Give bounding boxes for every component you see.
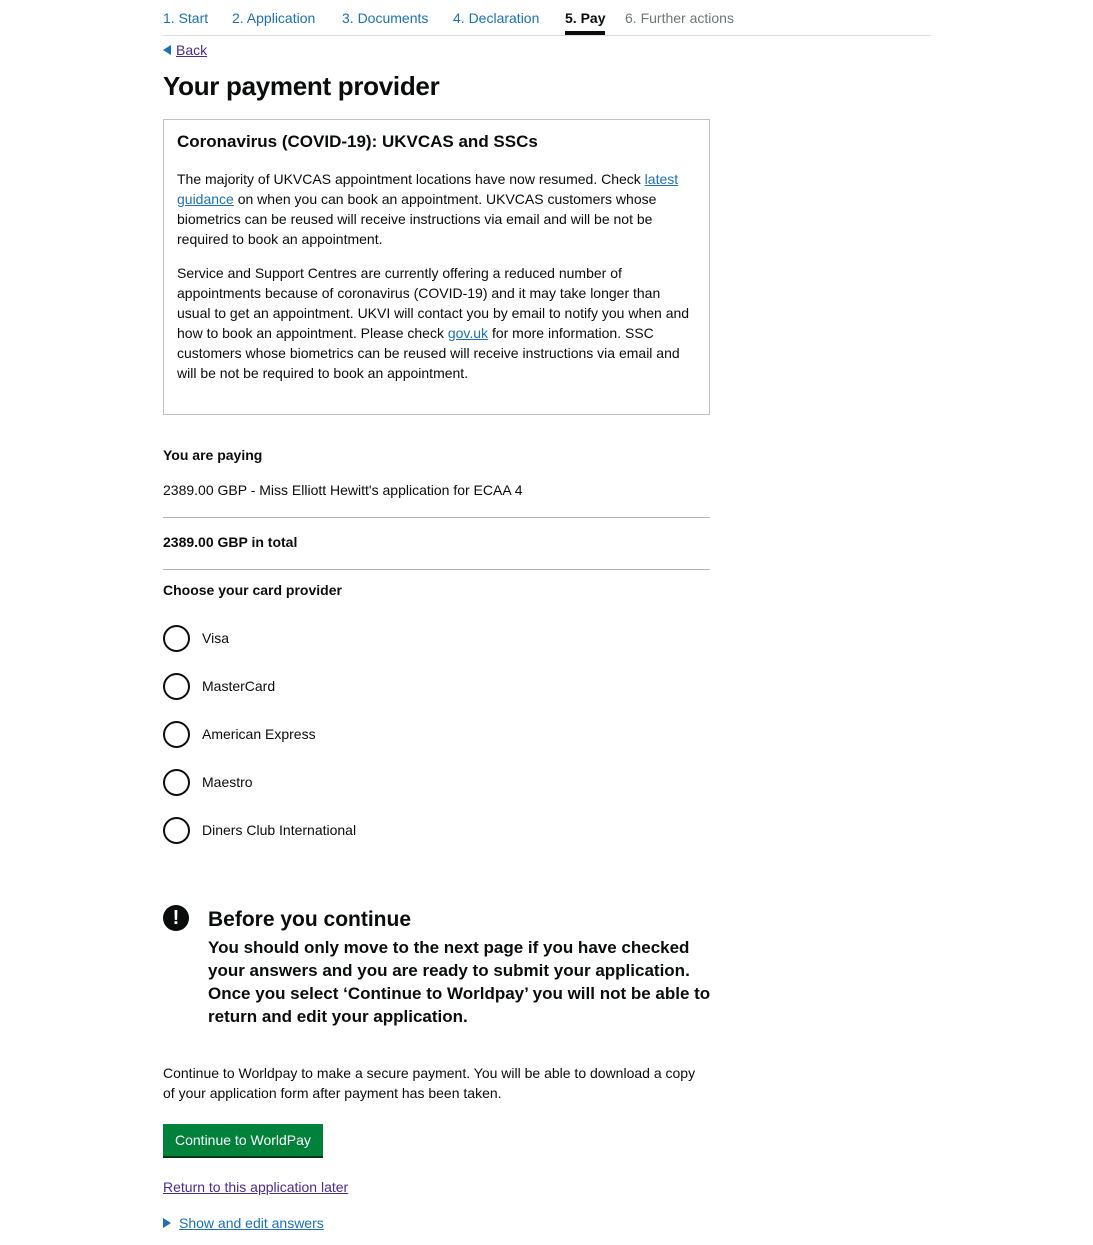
- step-application[interactable]: 2. Application: [232, 10, 316, 26]
- radio-label: Maestro: [202, 774, 253, 790]
- radio-label: Diners Club International: [202, 822, 357, 838]
- warning-icon: !: [163, 905, 189, 931]
- back-arrow-icon: [163, 45, 171, 55]
- payment-total: 2389.00 GBP in total: [163, 534, 298, 550]
- step-pay: 5. Pay: [565, 10, 605, 34]
- show-edit-label: Show and edit answers: [179, 1215, 324, 1231]
- radio-circle[interactable]: [163, 673, 190, 700]
- notice-paragraph-1: The majority of UKVCAS appointment locations have now resumed. Check latest guidance on when you can book an appointment. UKVCAS customers whose biometrics can be reused will receive instructions via email and will be not be required to book an appointment.: [177, 171, 679, 247]
- payment-line-item: 2389.00 GBP - Miss Elliott Hewitt's application for ECAA 4: [163, 482, 523, 498]
- expand-triangle-icon: [163, 1218, 171, 1228]
- back-label: Back: [176, 42, 208, 58]
- gov-uk-link[interactable]: gov.uk: [447, 325, 489, 341]
- notice-title: Coronavirus (COVID-19): UKVCAS and SSCs: [177, 132, 538, 151]
- divider: [163, 569, 710, 570]
- worldpay-info: Continue to Worldpay to make a secure payment. You will be able to download a copy of your application form after payment has been taken.: [163, 1065, 696, 1101]
- radio-label: American Express: [202, 726, 316, 742]
- radio-circle[interactable]: [163, 721, 190, 748]
- step-start[interactable]: 1. Start: [163, 10, 209, 26]
- radio-maestro[interactable]: [163, 766, 253, 798]
- step-declaration[interactable]: 4. Declaration: [453, 10, 540, 26]
- warning-body: You should only move to the next page if you have checked your answers and you are ready to submit your application. Once you select ‘Continue to Worldpay’ you will not be able to return and edit your application.: [208, 938, 711, 1026]
- return-later-link[interactable]: Return to this application later: [163, 1179, 349, 1195]
- you-are-paying-heading: You are paying: [163, 447, 263, 463]
- radio-visa[interactable]: [163, 622, 229, 654]
- radio-label: MasterCard: [202, 678, 276, 694]
- radio-american-express[interactable]: [163, 718, 316, 750]
- card-provider-heading: Choose your card provider: [163, 582, 342, 598]
- radio-diners-club[interactable]: [163, 814, 356, 846]
- back-link[interactable]: [163, 42, 207, 58]
- step-documents[interactable]: 3. Documents: [342, 10, 429, 26]
- step-further-actions: 6. Further actions: [625, 10, 734, 26]
- show-edit-answers-toggle[interactable]: [163, 1215, 324, 1231]
- divider: [163, 517, 710, 518]
- radio-label: Visa: [202, 630, 229, 646]
- continue-to-worldpay-button[interactable]: Continue to WorldPay: [163, 1124, 323, 1156]
- radio-circle[interactable]: [163, 817, 190, 844]
- radio-circle[interactable]: [163, 769, 190, 796]
- step-navigation: [163, 0, 931, 36]
- latest-guidance-link[interactable]: latest guidance: [177, 171, 679, 207]
- radio-mastercard[interactable]: [163, 670, 275, 702]
- covid-notice: [163, 119, 710, 415]
- radio-circle[interactable]: [163, 625, 190, 652]
- page-title: Your payment provider: [163, 71, 440, 101]
- warning-title: Before you continue: [208, 908, 412, 931]
- notice-paragraph-2: Service and Support Centres are currently offering a reduced number of appointments because of coronavirus (COVID-19) and it may take longer than usual to get an appointment. UKVI will contact you by email to notify you when and how to book an appointment. Please check gov.uk for more information. SSC customers whose biometrics can be reused will receive instructions via email and will be not be required to book an appointment.: [177, 265, 690, 381]
